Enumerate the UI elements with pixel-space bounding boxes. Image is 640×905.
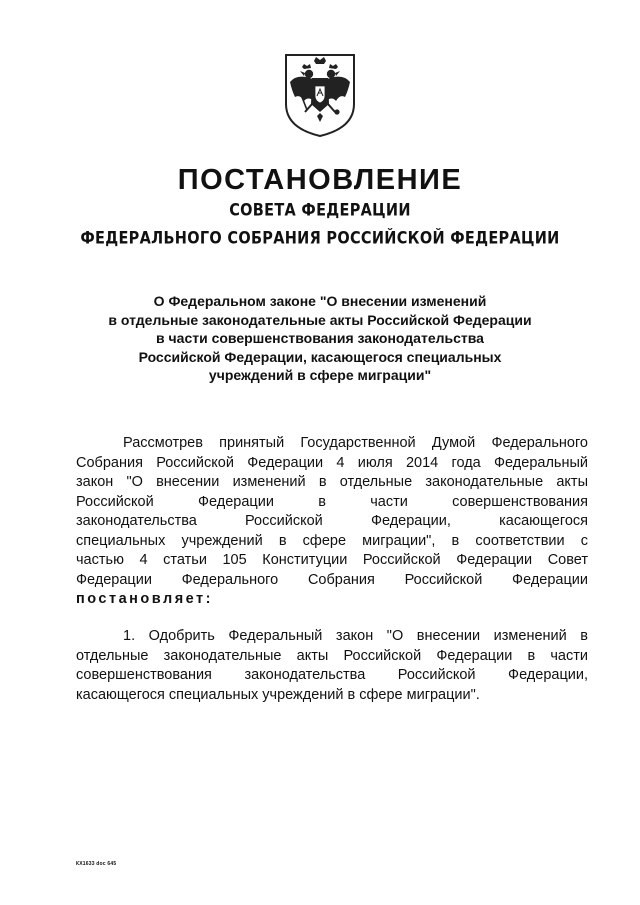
coat-of-arms-icon — [283, 52, 357, 138]
paragraph-line: 1. Одобрить Федеральный закон "О внесении изменений в — [123, 628, 588, 644]
document-title: ПОСТАНОВЛЕНИЕ — [177, 164, 463, 196]
subject-line: в части совершенствования законодательства — [156, 330, 484, 346]
paragraph-line: Рассмотрев принятый Государственной Думой Федерального — [123, 435, 588, 451]
resolution-subject — [0, 292, 640, 385]
issuing-body-line-1: СОВЕТА ФЕДЕРАЦИИ — [229, 201, 411, 221]
document-code: КХ1633 doc 645 — [76, 861, 117, 867]
paragraph-line: отдельные законодательные акты Российской Федерации в части — [76, 647, 588, 664]
paragraph-line: совершенствования законодательства Российской Федерации, — [76, 667, 588, 683]
subject-line: О Федеральном законе "О внесении изменений — [153, 293, 487, 309]
paragraph-line: Российской Федерации в части совершенствования — [76, 493, 588, 510]
subject-line: учреждений в сфере миграции" — [208, 367, 432, 383]
paragraph-line: специальных учреждений в сфере миграции", в соответствии с — [76, 532, 588, 549]
decree-word: постановляет: — [76, 591, 213, 607]
paragraph-line: Федерации Федерального Собрания Российской Федерации — [76, 571, 588, 588]
paragraph-line: касающегося специальных учреждений в сфере миграции". — [76, 686, 480, 703]
subject-line: в отдельные законодательные акты Российской Федерации — [108, 311, 532, 328]
issuing-body-line-2: ФЕДЕРАЛЬНОГО СОБРАНИЯ РОССИЙСКОЙ ФЕДЕРАЦИИ — [80, 229, 560, 249]
subject-line: Российской Федерации, касающегося специальных — [138, 348, 502, 365]
preamble-paragraph — [76, 434, 588, 610]
approval-paragraph — [76, 627, 588, 705]
paragraph-line: законодательства Российской Федерации, касающегося — [76, 513, 588, 529]
paragraph-line: Собрания Российской Федерации 4 июля 2014 года Федеральный — [76, 454, 588, 471]
paragraph-line: частью 4 статьи 105 Конституции Российской Федерации Совет — [76, 552, 588, 568]
paragraph-line: закон "О внесении изменений в отдельные законодательные акты — [76, 474, 588, 490]
